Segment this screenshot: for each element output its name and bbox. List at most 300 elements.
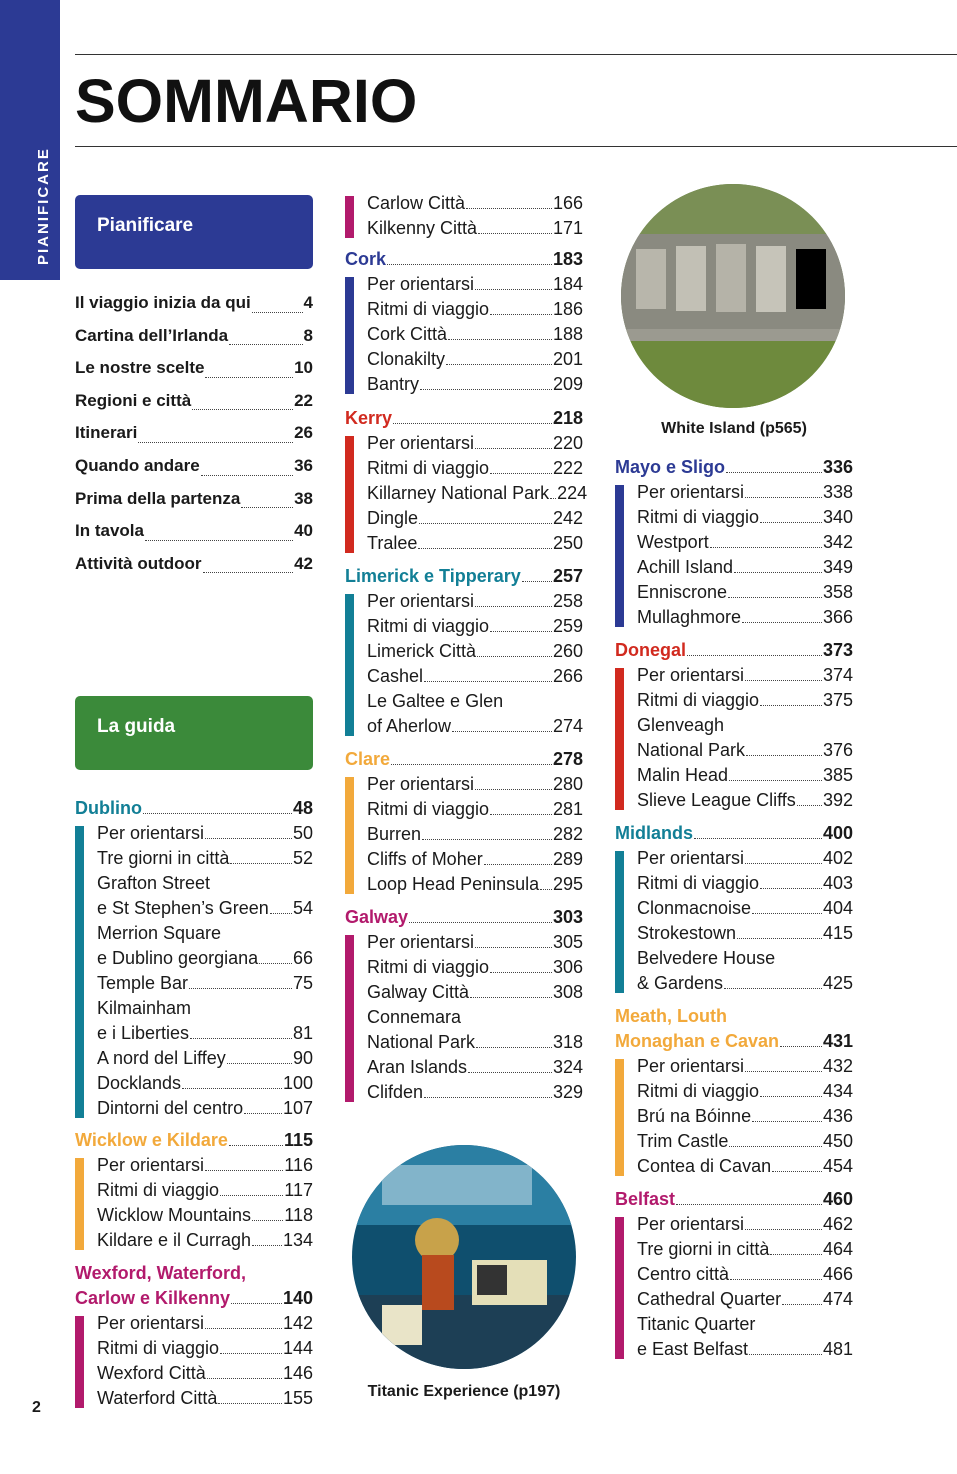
white-island-photo-caption: White Island (p565)	[661, 420, 807, 437]
dot-leader	[145, 540, 293, 541]
dot-leader	[476, 1047, 552, 1048]
section-heading[interactable]	[615, 455, 853, 480]
toc-entry[interactable]	[75, 871, 313, 896]
dot-leader	[205, 1328, 282, 1329]
page-ref: 336	[822, 457, 853, 477]
entry-title: Per orientarsi	[97, 1155, 205, 1175]
page-number: 2	[32, 1399, 41, 1416]
entry-title: Prima della partenza	[75, 488, 241, 508]
toc-entry[interactable]	[345, 297, 583, 322]
entry-title: Clare	[345, 749, 391, 769]
page-ref: 474	[822, 1289, 853, 1309]
entry-title: e Dublino georgiana	[97, 948, 259, 968]
section-heading[interactable]	[75, 796, 313, 821]
toc-entry[interactable]	[615, 530, 853, 555]
toc-entry[interactable]	[345, 272, 583, 297]
page-ref: 4	[303, 293, 313, 312]
toc-entry[interactable]	[615, 871, 853, 896]
entry-title: Per orientarsi	[637, 848, 745, 868]
dot-leader	[409, 922, 552, 923]
dot-leader	[201, 475, 293, 476]
toc-entry[interactable]	[75, 1178, 313, 1203]
dot-leader	[745, 680, 822, 681]
toc-entry[interactable]	[615, 921, 853, 946]
toc-entry[interactable]	[615, 1337, 853, 1362]
entry-title: Quando andare	[75, 455, 200, 475]
dot-leader	[550, 498, 556, 499]
page-ref: 305	[552, 932, 583, 952]
page-ref: 209	[552, 374, 583, 394]
dot-leader	[734, 572, 822, 573]
dot-leader	[259, 963, 292, 964]
page-ref: 117	[284, 1180, 313, 1200]
section-heading[interactable]	[615, 1187, 853, 1212]
toc-entry[interactable]	[615, 971, 853, 996]
page-ref: 66	[292, 948, 313, 968]
page-ref: 308	[552, 982, 583, 1002]
page-ref: 324	[552, 1057, 583, 1077]
plan-entry[interactable]	[75, 287, 313, 320]
toc-entry[interactable]	[345, 1005, 583, 1030]
entry-title: Brú na Bóinne	[637, 1106, 752, 1126]
plan-entry[interactable]	[75, 483, 313, 516]
page-ref: 373	[822, 640, 853, 660]
dot-leader	[770, 1254, 822, 1255]
dot-leader	[446, 364, 552, 365]
entry-title: Tralee	[367, 533, 418, 553]
page-ref: 155	[282, 1388, 313, 1408]
toc-entry[interactable]	[75, 1386, 313, 1411]
page-ref: 281	[552, 799, 583, 819]
dot-leader	[270, 913, 292, 914]
section-belfast	[615, 1187, 853, 1362]
entry-title: Burren	[367, 824, 422, 844]
dot-leader	[742, 622, 822, 623]
page-ref: 403	[822, 873, 853, 893]
entry-title: Il viaggio inizia da qui	[75, 293, 251, 312]
dot-leader	[478, 233, 552, 234]
toc-entry[interactable]	[75, 1228, 313, 1253]
page-ref: 278	[552, 749, 583, 769]
toc-entry[interactable]	[345, 689, 583, 714]
entry-title: Kilmainham	[97, 998, 192, 1018]
entry-title: Le nostre scelte	[75, 358, 205, 378]
toc-entry[interactable]	[615, 605, 853, 630]
page-ref: 250	[552, 533, 583, 553]
page-ref: 220	[552, 433, 583, 453]
toc-entry[interactable]	[345, 614, 583, 639]
toc-entry[interactable]	[345, 431, 583, 456]
toc-entry[interactable]	[615, 788, 853, 813]
toc-entry[interactable]	[615, 580, 853, 605]
dot-leader	[490, 631, 552, 632]
toc-entry[interactable]	[75, 1336, 313, 1361]
dot-leader	[490, 814, 552, 815]
entry-title: Per orientarsi	[637, 1056, 745, 1076]
entry-title: Trim Castle	[637, 1131, 729, 1151]
toc-entry[interactable]	[615, 1104, 853, 1129]
section-wicklow	[75, 1128, 313, 1253]
page-ref: 289	[552, 849, 583, 869]
entry-title: Titanic Quarter	[637, 1314, 756, 1334]
toc-entry[interactable]	[345, 456, 583, 481]
guida-header-label: La guida	[97, 716, 176, 737]
entry-title: National Park	[367, 1032, 476, 1052]
entry-title: Per orientarsi	[367, 932, 475, 952]
entry-title: Mayo e Sligo	[615, 457, 726, 477]
entry-title: Glenveagh	[637, 715, 725, 735]
dot-leader	[205, 838, 292, 839]
toc-entry[interactable]	[75, 1361, 313, 1386]
section-heading[interactable]	[345, 247, 583, 272]
dot-leader	[252, 312, 303, 313]
section-wexford	[75, 1261, 313, 1411]
dot-leader	[229, 344, 302, 345]
toc-entry[interactable]	[345, 506, 583, 531]
toc-entry[interactable]	[615, 1054, 853, 1079]
toc-entry[interactable]	[345, 191, 583, 216]
section-heading[interactable]	[345, 564, 583, 589]
page-ref: 464	[822, 1239, 853, 1259]
toc-entry[interactable]	[345, 955, 583, 980]
toc-entry[interactable]	[345, 589, 583, 614]
page-ref: 432	[822, 1056, 853, 1076]
top-rule	[75, 54, 957, 55]
section-heading[interactable]	[615, 638, 853, 663]
toc-entry[interactable]	[75, 1046, 313, 1071]
toc-entry[interactable]	[345, 664, 583, 689]
toc-entry[interactable]	[345, 872, 583, 897]
entry-title: Kerry	[345, 408, 393, 428]
toc-entry[interactable]	[615, 846, 853, 871]
dot-leader	[424, 681, 552, 682]
dot-leader	[422, 839, 552, 840]
entry-title: Ritmi di viaggio	[367, 458, 490, 478]
page-ref: 134	[282, 1230, 313, 1250]
entry-title: Loop Head Peninsula	[367, 874, 540, 894]
entry-title: Cathedral Quarter	[637, 1289, 782, 1309]
page-ref: 462	[822, 1214, 853, 1234]
dot-leader	[420, 389, 552, 390]
dot-leader	[710, 547, 822, 548]
page-ref: 374	[822, 665, 853, 685]
dot-leader	[782, 1304, 822, 1305]
entry-title: Tre giorni in città	[637, 1239, 770, 1259]
dot-leader	[745, 863, 822, 864]
section-heading[interactable]	[345, 406, 583, 431]
plan-entry[interactable]	[75, 417, 313, 450]
toc-entry[interactable]	[75, 921, 313, 946]
page-ref: 115	[283, 1130, 313, 1150]
dot-leader	[746, 755, 822, 756]
entry-title: Per orientarsi	[367, 774, 475, 794]
dot-leader	[724, 988, 822, 989]
entry-title: Per orientarsi	[367, 274, 475, 294]
toc-entry[interactable]	[615, 480, 853, 505]
dot-leader	[490, 972, 552, 973]
plan-entry[interactable]	[75, 450, 313, 483]
dot-leader	[468, 1072, 552, 1073]
page-ref: 318	[552, 1032, 583, 1052]
page-ref: 224	[557, 483, 588, 503]
dot-leader	[244, 1113, 282, 1114]
section-heading[interactable]	[345, 747, 583, 772]
page-ref: 242	[552, 508, 583, 528]
page-ref: 146	[282, 1363, 313, 1383]
page-ref: 188	[552, 324, 583, 344]
dot-leader	[189, 988, 292, 989]
white-island-photo	[621, 184, 845, 408]
toc-entry[interactable]	[75, 996, 313, 1021]
dot-leader	[252, 1245, 282, 1246]
toc-entry[interactable]	[75, 1311, 313, 1336]
dot-leader	[391, 764, 552, 765]
dot-leader	[387, 264, 552, 265]
toc-entry[interactable]	[615, 1287, 853, 1312]
page-ref: 10	[294, 358, 313, 378]
entry-title: Ritmi di viaggio	[367, 799, 490, 819]
dot-leader	[752, 913, 822, 914]
toc-entry[interactable]	[615, 663, 853, 688]
toc-entry[interactable]	[615, 1212, 853, 1237]
toc-entry[interactable]	[615, 713, 853, 738]
page-ref: 460	[822, 1189, 853, 1209]
page-ref: 42	[294, 553, 313, 573]
entry-title: Slieve League Cliffs	[637, 790, 796, 810]
toc-entry[interactable]	[345, 531, 583, 556]
dot-leader	[726, 472, 822, 473]
dot-leader	[203, 572, 294, 573]
dot-leader	[687, 655, 822, 656]
entry-title: Westport	[637, 532, 709, 552]
dot-leader	[475, 947, 552, 948]
page-ref: 100	[282, 1073, 313, 1093]
dot-leader	[227, 1063, 292, 1064]
entry-title: Belfast	[615, 1189, 676, 1209]
dot-leader	[229, 1145, 283, 1146]
dot-leader	[207, 1378, 282, 1379]
toc-entry[interactable]	[75, 846, 313, 871]
entry-title: Per orientarsi	[637, 1214, 745, 1234]
toc-entry[interactable]	[75, 1153, 313, 1178]
page-ref: 481	[822, 1339, 853, 1359]
page-ref: 402	[822, 848, 853, 868]
dot-leader	[241, 507, 293, 508]
section-donegal	[615, 638, 853, 813]
page-ref: 280	[552, 774, 583, 794]
entry-title: Galway	[345, 907, 409, 927]
toc-entry[interactable]	[345, 639, 583, 664]
page-ref: 116	[284, 1155, 313, 1175]
toc-entry[interactable]	[615, 505, 853, 530]
dot-leader	[182, 1088, 282, 1089]
entry-title: Ritmi di viaggio	[367, 616, 490, 636]
page-ref: 257	[552, 566, 583, 586]
plan-entry[interactable]	[75, 548, 313, 581]
toc-entry[interactable]	[345, 216, 583, 241]
page-ref: 295	[552, 874, 583, 894]
entry-title: Limerick e Tipperary	[345, 566, 521, 586]
toc-entry[interactable]	[75, 1071, 313, 1096]
section-dublino	[75, 796, 313, 1121]
page-ref: 107	[282, 1098, 313, 1118]
page-ref: 436	[822, 1106, 853, 1126]
toc-entry[interactable]	[75, 821, 313, 846]
toc-entry[interactable]	[615, 1237, 853, 1262]
toc-entry[interactable]	[75, 1096, 313, 1121]
entry-title: Cork	[345, 249, 387, 269]
entry-title: Mullaghmore	[637, 607, 742, 627]
dot-leader	[231, 1303, 282, 1304]
page-ref: 349	[822, 557, 853, 577]
toc-entry[interactable]	[615, 1079, 853, 1104]
toc-entry[interactable]	[75, 1021, 313, 1046]
entry-title: Ritmi di viaggio	[637, 1081, 760, 1101]
page-ref: 404	[822, 898, 853, 918]
toc-entry[interactable]	[615, 1129, 853, 1154]
page-ref: 48	[292, 798, 313, 818]
page-ref: 222	[552, 458, 583, 478]
plan-entry[interactable]	[75, 352, 313, 385]
entry-title: & Gardens	[637, 973, 724, 993]
toc-entry[interactable]	[345, 822, 583, 847]
pianificare-list	[75, 287, 313, 580]
dot-leader	[490, 473, 552, 474]
page-ref: 415	[822, 923, 853, 943]
section-kerry	[345, 406, 588, 556]
plan-entry[interactable]	[75, 385, 313, 418]
dot-leader	[448, 339, 552, 340]
toc-entry[interactable]	[345, 797, 583, 822]
entry-title: Wicklow Mountains	[97, 1205, 252, 1225]
page-ref: 186	[552, 299, 583, 319]
plan-entry[interactable]	[75, 515, 313, 548]
toc-entry[interactable]	[615, 688, 853, 713]
page-ref: 54	[292, 898, 313, 918]
toc-entry[interactable]	[345, 980, 583, 1005]
toc-entry[interactable]	[345, 1080, 583, 1105]
page-ref: 392	[822, 790, 853, 810]
plan-entry[interactable]	[75, 320, 313, 353]
toc-entry[interactable]	[75, 946, 313, 971]
page-ref: 306	[552, 957, 583, 977]
toc-entry[interactable]	[615, 738, 853, 763]
page-ref: 166	[552, 193, 583, 213]
entry-title: Per orientarsi	[637, 665, 745, 685]
page-ref: 50	[292, 823, 313, 843]
toc-entry[interactable]	[345, 1055, 583, 1080]
toc-entry[interactable]	[615, 896, 853, 921]
toc-entry[interactable]	[345, 772, 583, 797]
toc-entry[interactable]	[345, 714, 583, 739]
entry-title: Cliffs of Moher	[367, 849, 483, 869]
dot-leader	[522, 581, 552, 582]
dot-leader	[475, 789, 552, 790]
page-ref: 329	[552, 1082, 583, 1102]
dot-leader	[138, 442, 293, 443]
page-ref: 40	[294, 521, 313, 541]
section-heading[interactable]	[345, 905, 583, 930]
page-ref: 385	[822, 765, 853, 785]
page-ref: 90	[292, 1048, 313, 1068]
entry-title: Per orientarsi	[637, 482, 745, 502]
page-ref: 274	[552, 716, 583, 736]
dot-leader	[452, 731, 552, 732]
page-ref: 375	[822, 690, 853, 710]
toc-entry[interactable]	[345, 930, 583, 955]
entry-title: Malin Head	[637, 765, 729, 785]
dot-leader	[418, 548, 552, 549]
entry-title: Ritmi di viaggio	[367, 957, 490, 977]
entry-title: Limerick Città	[367, 641, 477, 661]
dot-leader	[729, 1146, 822, 1147]
toc-entry[interactable]	[615, 946, 853, 971]
section-heading-line1: Wexford, Waterford,	[75, 1263, 247, 1283]
toc-entry[interactable]	[345, 847, 583, 872]
entry-title: Donegal	[615, 640, 687, 660]
toc-entry[interactable]	[345, 1030, 583, 1055]
page-ref: 266	[552, 666, 583, 686]
dot-leader	[205, 1170, 283, 1171]
section-heading[interactable]	[615, 1029, 853, 1054]
toc-entry[interactable]	[75, 1203, 313, 1228]
toc-entry[interactable]	[345, 372, 583, 397]
page-ref: 358	[822, 582, 853, 602]
toc-entry[interactable]	[345, 322, 583, 347]
entry-title: Temple Bar	[97, 973, 189, 993]
section-carlow-continued	[345, 191, 583, 241]
toc-entry[interactable]	[615, 1262, 853, 1287]
toc-entry[interactable]	[615, 1312, 853, 1337]
entry-title: Ritmi di viaggio	[97, 1180, 220, 1200]
dot-leader	[230, 863, 292, 864]
entry-title: Enniscrone	[637, 582, 728, 602]
page-ref: 218	[552, 408, 583, 428]
section-heading[interactable]	[75, 1286, 313, 1311]
entry-title: Itinerari	[75, 423, 138, 443]
page-ref: 183	[552, 249, 583, 269]
dot-leader	[730, 1279, 822, 1280]
toc-entry[interactable]	[75, 896, 313, 921]
dot-leader	[190, 1038, 292, 1039]
entry-title: Carlow Città	[367, 193, 466, 213]
section-heading[interactable]	[615, 821, 853, 846]
toc-entry[interactable]	[615, 1154, 853, 1179]
page-ref: 342	[822, 532, 853, 552]
entry-title: Ritmi di viaggio	[367, 299, 490, 319]
toc-entry[interactable]	[345, 481, 588, 506]
titanic-photo	[352, 1145, 576, 1369]
page-ref: 259	[552, 616, 583, 636]
page-ref: 75	[292, 973, 313, 993]
toc-entry[interactable]	[615, 763, 853, 788]
toc-entry[interactable]	[75, 971, 313, 996]
section-galway	[345, 905, 583, 1105]
section-heading[interactable]	[75, 1128, 313, 1153]
page-ref: 454	[822, 1156, 853, 1176]
toc-entry[interactable]	[615, 555, 853, 580]
page-ref: 431	[822, 1031, 853, 1051]
dot-leader	[752, 1121, 822, 1122]
section-heading-line1: Meath, Louth	[615, 1006, 727, 1026]
side-section-tab	[0, 0, 60, 280]
section-cork	[345, 247, 583, 397]
entry-title: Strokestown	[637, 923, 737, 943]
entry-title: Clonakilty	[367, 349, 446, 369]
entry-title: Regioni e città	[75, 390, 192, 410]
entry-title: Ritmi di viaggio	[97, 1338, 220, 1358]
toc-entry[interactable]	[345, 347, 583, 372]
